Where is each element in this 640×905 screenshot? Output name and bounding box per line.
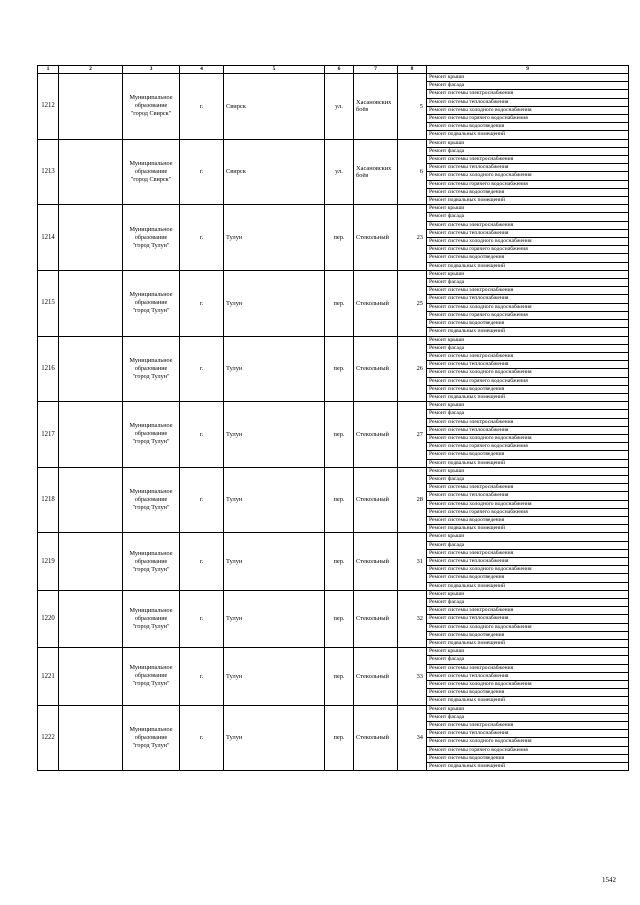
repair-work-item: Ремонт системы холодного водоснабжения <box>427 434 629 442</box>
municipality-line: "город Тулун" <box>132 241 170 249</box>
repair-work-item: Ремонт системы холодного водоснабжения <box>427 172 629 180</box>
repair-work-item: Ремонт системы теплоснабжения <box>427 361 629 369</box>
repair-work-item: Ремонт системы электроснабжения <box>427 156 629 164</box>
house-number: 28 <box>398 467 427 533</box>
repair-work-item: Ремонт фасада <box>427 344 629 352</box>
repair-work-item: Ремонт системы холодного водоснабжения <box>427 500 629 508</box>
repair-work-item: Ремонт системы водоотведения <box>427 451 629 459</box>
table-row <box>38 467 629 475</box>
repair-work-item: Ремонт системы теплоснабжения <box>427 615 629 623</box>
empty-cell <box>59 74 123 140</box>
repair-work-item: Ремонт подвальных помещений <box>427 197 629 205</box>
repair-work-item: Ремонт системы электроснабжения <box>427 484 629 492</box>
municipality-line: Муниципальное <box>129 549 173 557</box>
settlement-type: г. <box>180 590 224 647</box>
repair-work-item: Ремонт системы водоотведения <box>427 123 629 131</box>
record-number: 1214 <box>38 205 59 271</box>
municipality-line: образование <box>134 733 168 741</box>
house-number: 25 <box>398 270 427 336</box>
repair-work-item: Ремонт фасада <box>427 541 629 549</box>
settlement-name: Тулун <box>224 205 325 271</box>
settlement-type: г. <box>180 402 224 468</box>
municipality-cell <box>123 139 180 205</box>
repair-work-item: Ремонт системы электроснабжения <box>427 722 629 730</box>
record-number: 1222 <box>38 705 59 771</box>
repair-work-item: Ремонт системы теплоснабжения <box>427 672 629 680</box>
record-number: 1212 <box>38 74 59 140</box>
house-number: 33 <box>398 648 427 705</box>
column-header-8: 8 <box>398 66 427 74</box>
repair-work-item: Ремонт крыши <box>427 705 629 713</box>
municipality-line: "город Тулун" <box>132 565 170 573</box>
municipality-cell <box>123 74 180 140</box>
record-number: 1221 <box>38 648 59 705</box>
repair-work-item: Ремонт крыши <box>427 467 629 475</box>
repair-work-item: Ремонт системы горячего водоснабжения <box>427 180 629 188</box>
municipality-line: образование <box>134 102 168 110</box>
street-name: Стекольный <box>354 590 398 647</box>
repair-work-item: Ремонт системы холодного водоснабжения <box>427 738 629 746</box>
municipality-line: образование <box>134 615 168 622</box>
repair-work-item: Ремонт системы холодного водоснабжения <box>427 566 629 574</box>
record-number: 1217 <box>38 402 59 468</box>
municipality-cell <box>123 533 180 590</box>
settlement-name: Тулун <box>224 705 325 771</box>
repair-work-item: Ремонт фасада <box>427 279 629 287</box>
settlement-type: г. <box>180 705 224 771</box>
repair-work-item: Ремонт подвальных помещений <box>427 582 629 590</box>
street-name: Стекольный <box>354 402 398 468</box>
street-type: пер. <box>325 402 354 468</box>
repair-work-item: Ремонт системы теплоснабжения <box>427 730 629 738</box>
repair-work-item: Ремонт фасада <box>427 213 629 221</box>
empty-cell <box>59 533 123 590</box>
repair-work-item: Ремонт системы электроснабжения <box>427 549 629 557</box>
municipality-line: "город Тулун" <box>132 438 170 446</box>
repair-work-item: Ремонт подвальных помещений <box>427 697 629 705</box>
municipality-line: образование <box>134 557 168 565</box>
municipality-line: образование <box>134 430 168 438</box>
municipality-line: Муниципальное <box>129 94 173 102</box>
repair-work-item: Ремонт системы водоотведения <box>427 188 629 196</box>
municipality-line: "город Тулун" <box>132 372 170 380</box>
repair-work-item: Ремонт системы электроснабжения <box>427 607 629 615</box>
municipality-line: "город Свирск" <box>130 175 172 183</box>
repair-work-item: Ремонт фасада <box>427 475 629 483</box>
table-row <box>38 336 629 344</box>
record-number: 1215 <box>38 270 59 336</box>
municipality-line: "город Свирск" <box>130 110 172 118</box>
street-type: ул. <box>325 74 354 140</box>
repair-work-item: Ремонт крыши <box>427 648 629 656</box>
municipality-cell <box>123 402 180 468</box>
municipality-line: "город Тулун" <box>132 504 170 512</box>
municipality-cell <box>123 336 180 402</box>
empty-cell <box>59 336 123 402</box>
repair-work-item: Ремонт фасада <box>427 410 629 418</box>
repair-work-item: Ремонт фасада <box>427 656 629 664</box>
municipality-line: Муниципальное <box>129 422 173 430</box>
repair-work-item: Ремонт системы холодного водоснабжения <box>427 106 629 114</box>
empty-cell <box>59 590 123 647</box>
column-header-4: 4 <box>180 66 224 74</box>
house-number: 23 <box>398 205 427 271</box>
repair-work-item: Ремонт крыши <box>427 270 629 278</box>
repair-work-item: Ремонт фасада <box>427 147 629 155</box>
street-type: пер. <box>325 205 354 271</box>
settlement-name: Тулун <box>224 402 325 468</box>
column-header-2: 2 <box>59 66 123 74</box>
settlement-type: г. <box>180 74 224 140</box>
repair-work-item: Ремонт системы теплоснабжения <box>427 295 629 303</box>
municipality-line: Муниципальное <box>129 488 173 496</box>
repair-work-item: Ремонт системы теплоснабжения <box>427 98 629 106</box>
repair-work-item: Ремонт системы водоотведения <box>427 320 629 328</box>
repair-work-item: Ремонт системы холодного водоснабжения <box>427 681 629 689</box>
settlement-name: Тулун <box>224 648 325 705</box>
settlement-type: г. <box>180 270 224 336</box>
house-number: 34 <box>398 705 427 771</box>
repair-work-item: Ремонт системы электроснабжения <box>427 664 629 672</box>
street-type: пер. <box>325 336 354 402</box>
municipality-line: "город Тулун" <box>132 680 170 688</box>
repair-work-item: Ремонт системы водоотведения <box>427 254 629 262</box>
settlement-name: Свирск <box>224 139 325 205</box>
settlement-type: г. <box>180 648 224 705</box>
street-type: пер. <box>325 467 354 533</box>
table-row <box>38 402 629 410</box>
repair-work-item: Ремонт крыши <box>427 139 629 147</box>
municipality-cell <box>123 467 180 533</box>
municipality-line: "город Тулун" <box>132 623 170 630</box>
repair-work-item: Ремонт подвальных помещений <box>427 525 629 533</box>
repair-work-item: Ремонт крыши <box>427 533 629 541</box>
empty-cell <box>59 139 123 205</box>
repair-work-item: Ремонт системы теплоснабжения <box>427 557 629 565</box>
repair-work-item: Ремонт фасада <box>427 599 629 607</box>
repair-work-item: Ремонт системы горячего водоснабжения <box>427 508 629 516</box>
column-header-9: 9 <box>427 66 629 74</box>
repair-work-item: Ремонт крыши <box>427 74 629 82</box>
repair-work-item: Ремонт системы электроснабжения <box>427 90 629 98</box>
settlement-type: г. <box>180 205 224 271</box>
repair-work-item: Ремонт системы водоотведения <box>427 385 629 393</box>
column-header-7: 7 <box>354 66 398 74</box>
municipality-line: Муниципальное <box>129 664 173 672</box>
repair-work-item: Ремонт системы водоотведения <box>427 689 629 697</box>
street-type: пер. <box>325 533 354 590</box>
repair-work-item: Ремонт системы водоотведения <box>427 516 629 524</box>
street-type: пер. <box>325 590 354 647</box>
municipality-line: "город Тулун" <box>132 307 170 315</box>
street-name: Хасановских боёв <box>354 74 398 140</box>
record-number: 1219 <box>38 533 59 590</box>
municipality-line: образование <box>134 167 168 175</box>
repair-work-item: Ремонт системы горячего водоснабжения <box>427 246 629 254</box>
empty-cell <box>59 205 123 271</box>
repair-work-item: Ремонт системы холодного водоснабжения <box>427 303 629 311</box>
house-number: 31 <box>398 533 427 590</box>
table-row <box>38 205 629 213</box>
repair-work-item: Ремонт крыши <box>427 205 629 213</box>
settlement-type: г. <box>180 139 224 205</box>
table-row <box>38 705 629 713</box>
settlement-name: Свирск <box>224 74 325 140</box>
repair-work-item: Ремонт системы горячего водоснабжения <box>427 443 629 451</box>
repair-work-item: Ремонт крыши <box>427 336 629 344</box>
street-type: пер. <box>325 270 354 336</box>
column-header-5: 5 <box>224 66 325 74</box>
municipality-line: Муниципальное <box>129 159 173 167</box>
table-row <box>38 533 629 541</box>
house-number: 5 <box>398 74 427 140</box>
record-number: 1218 <box>38 467 59 533</box>
repair-work-item: Ремонт фасада <box>427 713 629 721</box>
street-name: Стекольный <box>354 648 398 705</box>
repair-work-item: Ремонт подвальных помещений <box>427 262 629 270</box>
record-number: 1220 <box>38 590 59 647</box>
municipality-line: Муниципальное <box>129 356 173 364</box>
column-header-1: 1 <box>38 66 59 74</box>
street-type: пер. <box>325 648 354 705</box>
repair-work-item: Ремонт системы теплоснабжения <box>427 492 629 500</box>
repair-work-item: Ремонт системы холодного водоснабжения <box>427 238 629 246</box>
municipality-line: Муниципальное <box>129 225 173 233</box>
municipality-line: Муниципальное <box>129 725 173 733</box>
street-name: Стекольный <box>354 205 398 271</box>
repair-work-item: Ремонт системы теплоснабжения <box>427 426 629 434</box>
column-header-6: 6 <box>325 66 354 74</box>
empty-cell <box>59 648 123 705</box>
municipality-cell <box>123 270 180 336</box>
repair-work-item: Ремонт подвальных помещений <box>427 131 629 139</box>
record-number: 1216 <box>38 336 59 402</box>
repair-work-item: Ремонт крыши <box>427 590 629 598</box>
repair-work-item: Ремонт системы водоотведения <box>427 754 629 762</box>
settlement-name: Тулун <box>224 590 325 647</box>
repair-work-item: Ремонт системы горячего водоснабжения <box>427 115 629 123</box>
settlement-type: г. <box>180 533 224 590</box>
table-row <box>38 139 629 147</box>
repair-work-item: Ремонт системы холодного водоснабжения <box>427 369 629 377</box>
repair-work-item: Ремонт системы горячего водоснабжения <box>427 377 629 385</box>
repair-work-item: Ремонт подвальных помещений <box>427 393 629 401</box>
repair-work-item: Ремонт подвальных помещений <box>427 328 629 336</box>
empty-cell <box>59 705 123 771</box>
column-numbers-row <box>38 66 629 74</box>
repair-work-item: Ремонт системы электроснабжения <box>427 418 629 426</box>
repair-work-item: Ремонт подвальных помещений <box>427 763 629 771</box>
repair-work-item: Ремонт подвальных помещений <box>427 459 629 467</box>
repair-work-item: Ремонт системы электроснабжения <box>427 221 629 229</box>
repair-work-item: Ремонт системы горячего водоснабжения <box>427 746 629 754</box>
street-name: Стекольный <box>354 467 398 533</box>
municipality-cell <box>123 648 180 705</box>
municipality-cell <box>123 205 180 271</box>
street-name: Стекольный <box>354 705 398 771</box>
house-number: 27 <box>398 402 427 468</box>
municipality-cell <box>123 705 180 771</box>
table-row <box>38 590 629 598</box>
street-type: пер. <box>325 705 354 771</box>
settlement-type: г. <box>180 336 224 402</box>
repair-program-table <box>37 65 629 771</box>
page-number: 1542 <box>602 876 616 884</box>
settlement-name: Тулун <box>224 467 325 533</box>
empty-cell <box>59 402 123 468</box>
municipality-line: образование <box>134 233 168 241</box>
record-number: 1213 <box>38 139 59 205</box>
house-number: 32 <box>398 590 427 647</box>
column-header-3: 3 <box>123 66 180 74</box>
empty-cell <box>59 270 123 336</box>
repair-work-item: Ремонт системы водоотведения <box>427 631 629 639</box>
settlement-name: Тулун <box>224 533 325 590</box>
table-body <box>38 66 629 771</box>
municipality-line: образование <box>134 672 168 680</box>
house-number: 6 <box>398 139 427 205</box>
repair-work-item: Ремонт системы электроснабжения <box>427 287 629 295</box>
empty-cell <box>59 467 123 533</box>
repair-work-item: Ремонт подвальных помещений <box>427 640 629 648</box>
table-row <box>38 648 629 656</box>
municipality-line: Муниципальное <box>129 291 173 299</box>
municipality-line: Муниципальное <box>129 607 173 614</box>
street-type: ул. <box>325 139 354 205</box>
settlement-name: Тулун <box>224 336 325 402</box>
repair-work-item: Ремонт системы холодного водоснабжения <box>427 623 629 631</box>
repair-work-item: Ремонт системы теплоснабжения <box>427 229 629 237</box>
repair-work-item: Ремонт системы водоотведения <box>427 574 629 582</box>
repair-work-item: Ремонт системы электроснабжения <box>427 352 629 360</box>
house-number: 26 <box>398 336 427 402</box>
street-name: Стекольный <box>354 270 398 336</box>
municipality-cell <box>123 590 180 647</box>
settlement-name: Тулун <box>224 270 325 336</box>
repair-work-item: Ремонт системы теплоснабжения <box>427 164 629 172</box>
settlement-type: г. <box>180 467 224 533</box>
table-row <box>38 270 629 278</box>
table-row <box>38 74 629 82</box>
municipality-line: образование <box>134 364 168 372</box>
repair-work-item: Ремонт крыши <box>427 402 629 410</box>
municipality-line: "город Тулун" <box>132 741 170 749</box>
street-name: Стекольный <box>354 336 398 402</box>
municipality-line: образование <box>134 496 168 504</box>
repair-work-item: Ремонт фасада <box>427 82 629 90</box>
street-name: Стекольный <box>354 533 398 590</box>
repair-work-item: Ремонт системы горячего водоснабжения <box>427 311 629 319</box>
municipality-line: образование <box>134 299 168 307</box>
street-name: Хасановских боёв <box>354 139 398 205</box>
